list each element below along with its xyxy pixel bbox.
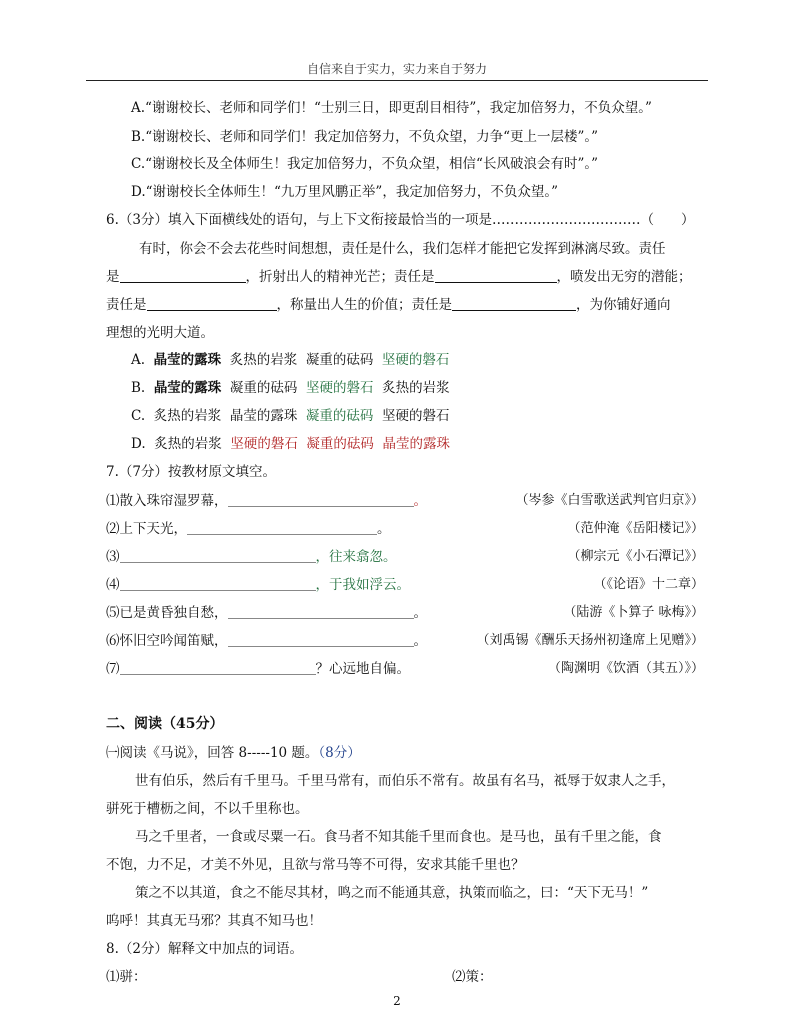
text-segment: ，喷发出无穷的潜能；	[556, 269, 692, 285]
passage-line: 马之千里者，一食或尽粟一石。食马者不知其能千里而食也。是马也，虽有千里之能，食	[135, 829, 662, 845]
option-letter: D.	[131, 436, 146, 452]
q5-option-a: A.“谢谢校长、老师和同学们！“士别三日，即更刮目相待”，我定加倍努力，不负众望。”	[131, 100, 652, 116]
answer-blank[interactable]	[120, 268, 246, 283]
item-text: ⑵上下天光，	[106, 521, 187, 537]
item-text: ⑶	[106, 549, 120, 565]
item-text: 。	[413, 493, 427, 509]
q7-item-4-source: （《论语》十二章）	[593, 577, 704, 592]
q6-paragraph-line3	[106, 293, 671, 313]
reading-intro	[106, 741, 361, 761]
option-item: 晶莹的露珠	[382, 436, 451, 452]
passage-line: 呜呼！其真无马邪？其真不知马也！	[106, 913, 322, 929]
answer-blank[interactable]	[228, 604, 414, 619]
option-item: 坚硬的磐石	[381, 352, 450, 368]
q7-item-2	[106, 517, 391, 537]
item-text: ⑸已是黄昏独自愁，	[106, 605, 228, 621]
q5-option-d: D.“谢谢校长全体师生！“九万里风鹏正举”，我定加倍努力，不负众望。”	[131, 184, 558, 200]
option-item: 坚硬的磐石	[230, 436, 298, 452]
text-segment: ，称量出人生的价值；责任是	[276, 297, 452, 313]
q7-item-7	[106, 657, 410, 677]
q6-paragraph-line1: 有时，你会不会去花些时间想想，责任是什么，我们怎样才能把它发挥到淋漓尽致。责任	[139, 241, 666, 257]
passage-line: 世有伯乐，然后有千里马。千里马常有，而伯乐不常有。故虽有名马，祗辱于奴隶人之手，	[135, 773, 675, 789]
q7-item-5	[106, 601, 427, 621]
answer-blank[interactable]	[452, 296, 576, 311]
option-item: 晶莹的露珠	[153, 352, 222, 368]
item-text: ？心远地自偏。	[315, 661, 410, 677]
text-segment: ，折射出人的精神光芒；责任是	[245, 269, 435, 285]
passage-line: 不饱，力不足，才美不外见，且欲与常马等不可得，安求其能千里也？	[106, 857, 525, 873]
section-title: 二、阅读（45分）	[106, 716, 224, 732]
item-text: ⑺	[106, 661, 120, 677]
option-item: 晶莹的露珠	[229, 408, 298, 424]
option-item: 凝重的砝码	[305, 408, 374, 424]
answer-blank[interactable]	[228, 492, 414, 507]
q6-paragraph-line4: 理想的光明大道。	[106, 325, 214, 341]
page-number: 2	[393, 994, 401, 1008]
item-text: ⑴散入珠帘湿罗幕，	[106, 493, 228, 509]
option-item: 凝重的砝码	[229, 380, 298, 396]
item-text: ⑹怀旧空吟闻笛赋，	[106, 633, 228, 649]
answer-blank[interactable]	[147, 296, 277, 311]
answer-blank[interactable]	[435, 268, 557, 283]
item-text: ，往来翕忽。	[315, 549, 397, 565]
q7-item-3-source: （柳宗元《小石潭记》）	[567, 549, 704, 564]
answer-blank[interactable]	[120, 548, 316, 563]
intro-points: （8分）	[318, 745, 361, 761]
option-item: 炙热的岩浆	[153, 408, 222, 424]
option-letter: B.	[131, 380, 146, 396]
item-label: ⑴骈：	[106, 969, 147, 985]
q6-paragraph-line2	[106, 265, 692, 285]
item-text: ，于我如浮云。	[315, 577, 410, 593]
q7-item-3	[106, 545, 397, 565]
passage-line: 策之不以其道，食之不能尽其材，鸣之而不能通其意，执策而临之，曰：“天下无马！”	[135, 885, 649, 901]
answer-blank[interactable]	[120, 576, 316, 591]
q6-option-a	[131, 348, 449, 368]
answer-blank[interactable]	[493, 968, 693, 983]
item-text: 。	[377, 521, 391, 537]
item-text: 。	[413, 605, 427, 621]
option-item: 坚硬的磐石	[306, 380, 374, 396]
q7-item-1	[106, 489, 427, 509]
option-item: 坚硬的磐石	[382, 408, 450, 424]
q7-item-2-source: （范仲淹《岳阳楼记》）	[567, 521, 704, 536]
q8-item-1	[106, 965, 347, 985]
option-letter: A.	[131, 352, 146, 368]
item-text: 。	[413, 633, 427, 649]
q6-option-d	[131, 432, 450, 452]
q6-stem: 6.（3分）填入下面横线处的语句，与上下文衔接最恰当的一项是……………………………（ ）	[106, 212, 695, 228]
option-item: 炙热的岩浆	[154, 436, 222, 452]
q5-option-b: B.“谢谢校长、老师和同学们！我定加倍努力，不负众望，力争“更上一层楼”。”	[131, 129, 599, 145]
option-item: 晶莹的露珠	[153, 380, 222, 396]
option-item: 炙热的岩浆	[382, 380, 450, 396]
option-item: 凝重的砝码	[306, 436, 374, 452]
text-segment: ，为你铺好通向	[576, 297, 671, 313]
text-segment: 是	[106, 269, 120, 285]
text-segment: 责任是	[106, 297, 147, 313]
answer-blank[interactable]	[147, 968, 347, 983]
q7-item-6-source: （刘禹锡《酬乐天扬州初逢席上见赠》）	[476, 633, 704, 648]
q8-item-2	[452, 965, 693, 985]
option-item: 炙热的岩浆	[229, 352, 298, 368]
q8-stem: 8.（2分）解释文中加点的词语。	[106, 941, 303, 957]
item-label: ⑵策：	[452, 969, 493, 985]
option-item: 凝重的砝码	[305, 352, 374, 368]
passage-line: 骈死于槽枥之间，不以千里称也。	[106, 801, 309, 817]
answer-blank[interactable]	[187, 520, 377, 535]
q6-option-b	[131, 376, 450, 396]
intro-text: ㈠阅读《马说》，回答 8-----10 题。	[106, 745, 319, 761]
answer-blank[interactable]	[120, 660, 316, 675]
q7-stem: 7.（7分）按教材原文填空。	[106, 464, 276, 480]
item-text: ⑷	[106, 577, 120, 593]
option-letter: C.	[131, 408, 146, 424]
q7-item-1-source: （岑参《白雪歌送武判官归京》）	[515, 493, 704, 508]
answer-blank[interactable]	[228, 632, 414, 647]
q7-item-4	[106, 573, 410, 593]
q7-item-7-source: （陶渊明《饮酒（其五）》）	[547, 661, 704, 676]
q7-item-6	[106, 629, 427, 649]
q7-item-5-source: （陆游《卜算子 咏梅》）	[563, 605, 704, 620]
q6-option-c	[131, 404, 450, 424]
q5-option-c: C.“谢谢校长及全体师生！我定加倍努力，不负众望，相信“长风破浪会有时”。”	[131, 156, 598, 172]
page-header: 自信来自于实力，实力来自于努力	[86, 60, 708, 81]
